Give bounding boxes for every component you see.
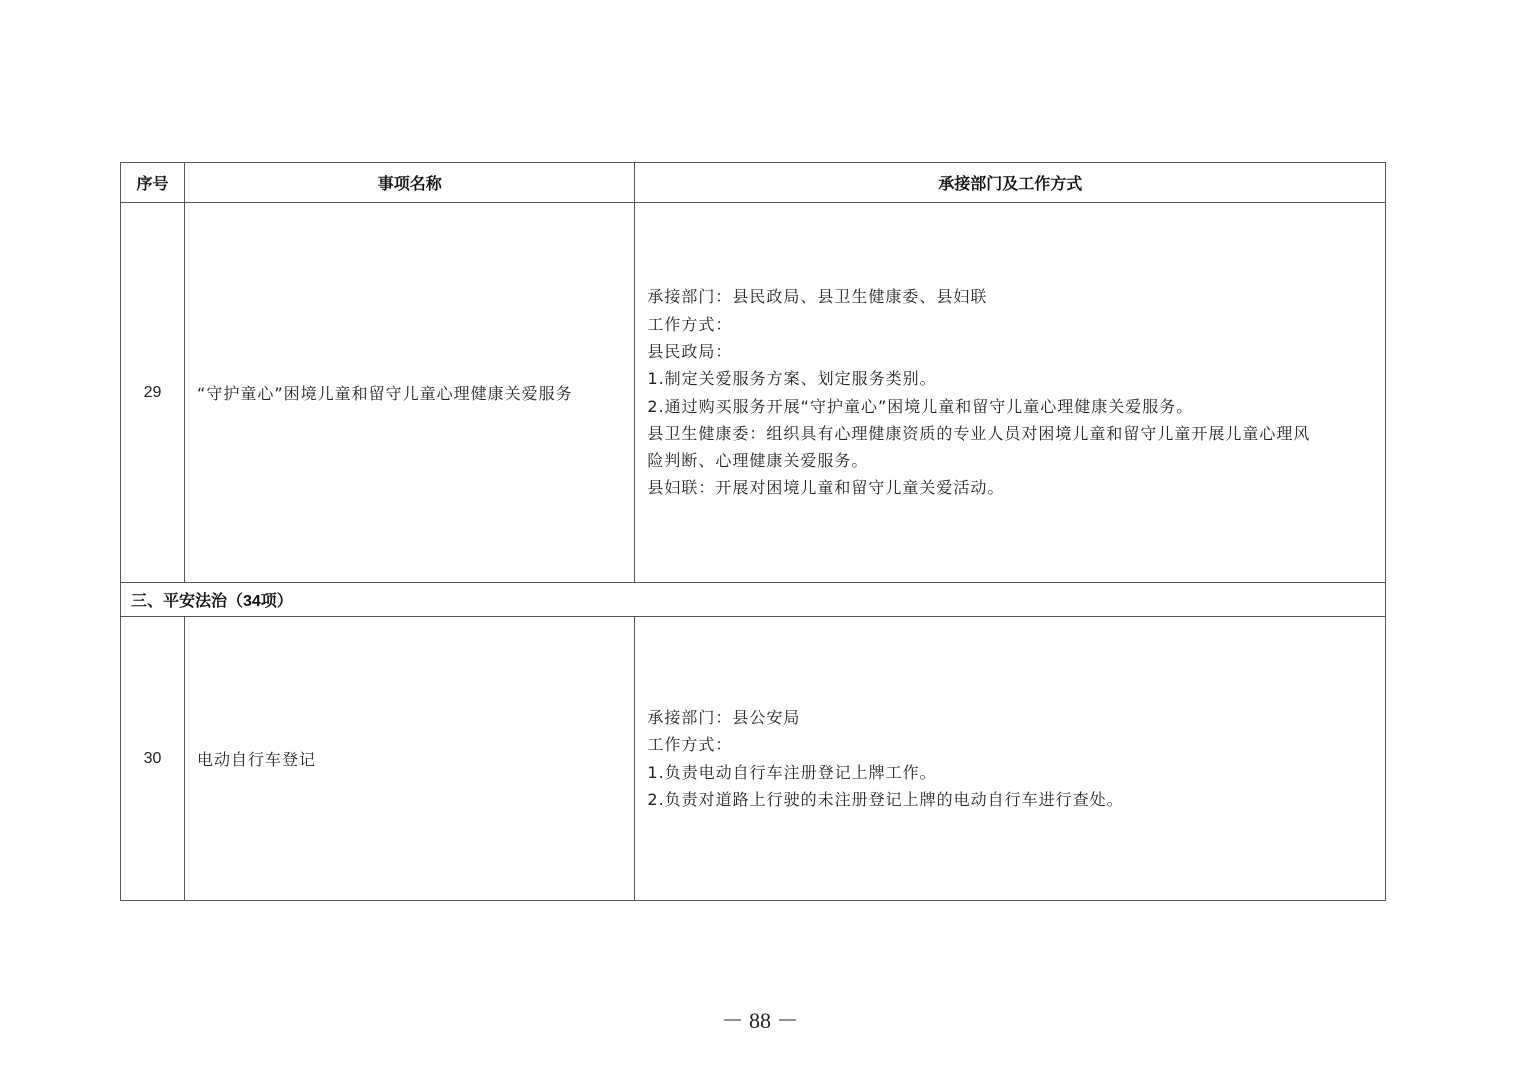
detail-line: 险判断、心理健康关爱服务。 [647,451,869,471]
detail-line: 工作方式： [647,314,733,334]
item-name: 电动自行车登记 [185,617,635,901]
table-header-row [121,163,1386,203]
detail-line: 2.负责对道路上行驶的未注册登记上牌的电动自行车进行查处。 [647,789,1124,809]
section-row [121,583,1386,617]
item-details [635,617,1386,901]
detail-line: 承接部门：县公安局 [647,707,801,727]
header-number: 序号 [121,163,185,203]
table-row [121,617,1386,901]
detail-line: 县妇联：开展对困境儿童和留守儿童关爱活动。 [647,478,1005,498]
section-title: 三、平安法治（34项） [121,583,1386,617]
detail-line: 工作方式： [647,735,733,755]
detail-line: 承接部门：县民政局、县卫生健康委、县妇联 [647,287,988,307]
service-items-table [120,162,1386,901]
header-department-method: 承接部门及工作方式 [635,163,1386,203]
item-details [635,203,1386,583]
item-number: 30 [121,617,185,901]
detail-line: 2.通过购买服务开展“守护童心”困境儿童和留守儿童心理健康关爱服务。 [647,396,1194,416]
detail-line: 县卫生健康委：组织具有心理健康资质的专业人员对困境儿童和留守儿童开展儿童心理风 [647,423,1311,443]
page-number: － 88 － [721,1008,799,1033]
table-row [121,203,1386,583]
item-number: 29 [121,203,185,583]
detail-line: 县民政局： [647,341,733,361]
detail-line: 1.制定关爱服务方案、划定服务类别。 [647,369,937,389]
header-item-name: 事项名称 [185,163,635,203]
item-name: “守护童心”困境儿童和留守儿童心理健康关爱服务 [185,203,635,583]
detail-line: 1.负责电动自行车注册登记上牌工作。 [647,762,937,782]
